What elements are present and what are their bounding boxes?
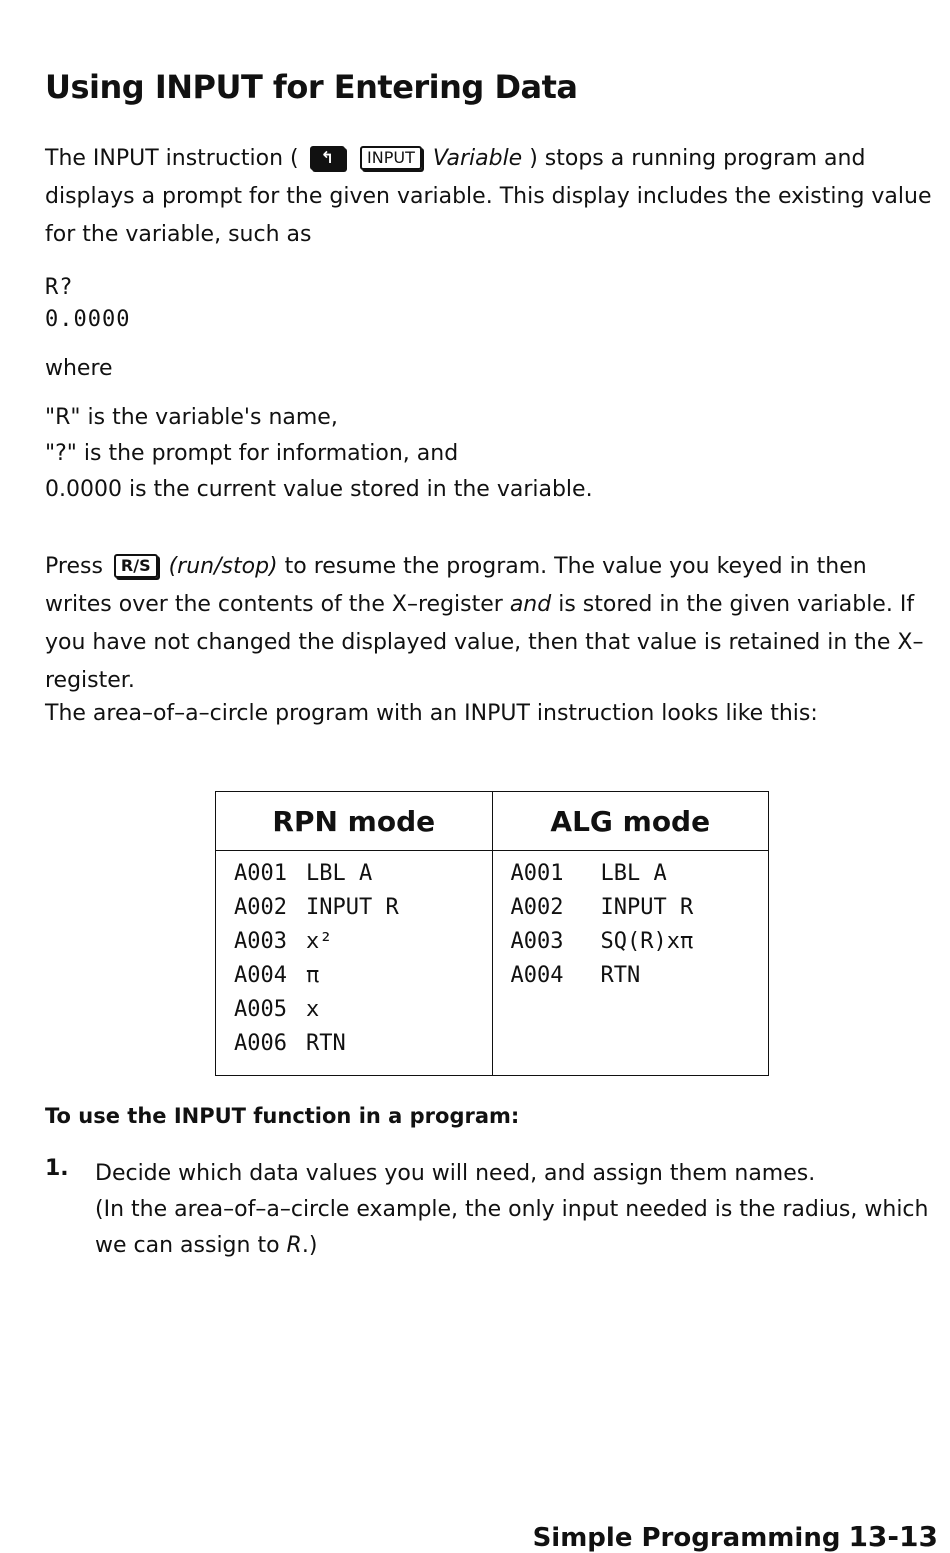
line-instruction: x² bbox=[306, 929, 333, 954]
line-instruction: x bbox=[306, 997, 320, 1022]
input-key: INPUT bbox=[360, 146, 422, 170]
program-table bbox=[215, 791, 769, 1076]
definition-item: 0.0000 is the current value stored in the variable. bbox=[45, 477, 593, 502]
definition-item: "?" is the prompt for information, and bbox=[45, 441, 459, 466]
step-note bbox=[95, 1192, 940, 1264]
page-number: 13-13 bbox=[848, 1520, 938, 1553]
line-instruction: LBL A bbox=[600, 861, 667, 886]
line-instruction: INPUT R bbox=[306, 895, 399, 920]
intro-text-start: The INPUT instruction ( bbox=[45, 146, 299, 171]
line-address: A001 bbox=[234, 861, 287, 886]
program-line bbox=[511, 857, 769, 891]
program-line bbox=[511, 925, 769, 959]
rpn-header: RPN mode bbox=[216, 792, 493, 851]
section-heading: Using INPUT for Entering Data bbox=[45, 68, 578, 106]
line-instruction: RTN bbox=[600, 963, 641, 988]
procedure-heading: To use the INPUT function in a program: bbox=[45, 1104, 520, 1128]
and-term: and bbox=[509, 592, 552, 617]
program-line bbox=[511, 959, 769, 993]
step-instruction: Decide which data values you will need, and assign them names. bbox=[95, 1161, 816, 1186]
line-address: A002 bbox=[234, 895, 287, 920]
variable-term: Variable bbox=[432, 146, 523, 171]
definitions-list bbox=[45, 400, 593, 508]
program-intro-paragraph: The area–of–a–circle program with an INPUT instruction looks like this: bbox=[45, 701, 818, 726]
program-line bbox=[234, 993, 492, 1027]
line-address: A001 bbox=[510, 861, 564, 886]
shift-key-icon: ↰ bbox=[310, 146, 345, 170]
program-line bbox=[234, 891, 492, 925]
line-address: A002 bbox=[510, 895, 564, 920]
line-address: A005 bbox=[234, 997, 287, 1022]
line-instruction: INPUT R bbox=[600, 895, 694, 920]
display-line-2: 0.0000 bbox=[45, 307, 131, 332]
definition-item: "R" is the variable's name, bbox=[45, 405, 338, 430]
program-line bbox=[234, 857, 492, 891]
line-address: A004 bbox=[234, 963, 287, 988]
run-stop-term: (run/stop) bbox=[168, 554, 278, 579]
alg-listing bbox=[492, 851, 769, 1076]
display-line-1: R? bbox=[45, 275, 74, 300]
line-address: A006 bbox=[234, 1031, 287, 1056]
press-text: Press bbox=[45, 554, 103, 579]
step-number: 1. bbox=[45, 1156, 69, 1181]
line-address: A004 bbox=[510, 963, 564, 988]
line-address: A003 bbox=[510, 929, 564, 954]
line-instruction: LBL A bbox=[306, 861, 373, 886]
program-line bbox=[511, 891, 769, 925]
program-line bbox=[234, 1027, 492, 1061]
note-text: (In the area–of–a–circle example, the only input needed is the radius, which we can assign to bbox=[95, 1197, 929, 1258]
note-variable: R bbox=[286, 1233, 302, 1258]
program-line bbox=[234, 925, 492, 959]
footer-section-title: Simple Programming bbox=[532, 1523, 841, 1553]
where-label: where bbox=[45, 356, 113, 381]
intro-paragraph bbox=[45, 140, 935, 254]
program-line bbox=[234, 959, 492, 993]
line-address: A003 bbox=[234, 929, 287, 954]
calculator-display bbox=[45, 272, 130, 336]
rpn-listing bbox=[216, 851, 493, 1076]
note-end: .) bbox=[301, 1233, 318, 1258]
resume-text-end: is stored in the given variable. If you have not changed the displayed value, then that value is retained in the X–register. bbox=[45, 592, 924, 693]
resume-paragraph bbox=[45, 548, 935, 700]
run-stop-key: R/S bbox=[114, 554, 158, 578]
step-1-text bbox=[95, 1156, 940, 1264]
line-instruction: RTN bbox=[306, 1031, 346, 1056]
intro-text-end: ) stops a running program and displays a prompt for the given variable. This display includes the existing value for the variable, such as bbox=[45, 146, 932, 247]
page-footer bbox=[533, 1520, 938, 1553]
line-instruction: π bbox=[306, 963, 320, 988]
line-instruction: SQ(R)xπ bbox=[600, 929, 694, 954]
alg-header: ALG mode bbox=[492, 792, 769, 851]
resume-text-mid: to resume the program. The value you keyed in then writes over the contents of the X–register bbox=[45, 554, 867, 617]
